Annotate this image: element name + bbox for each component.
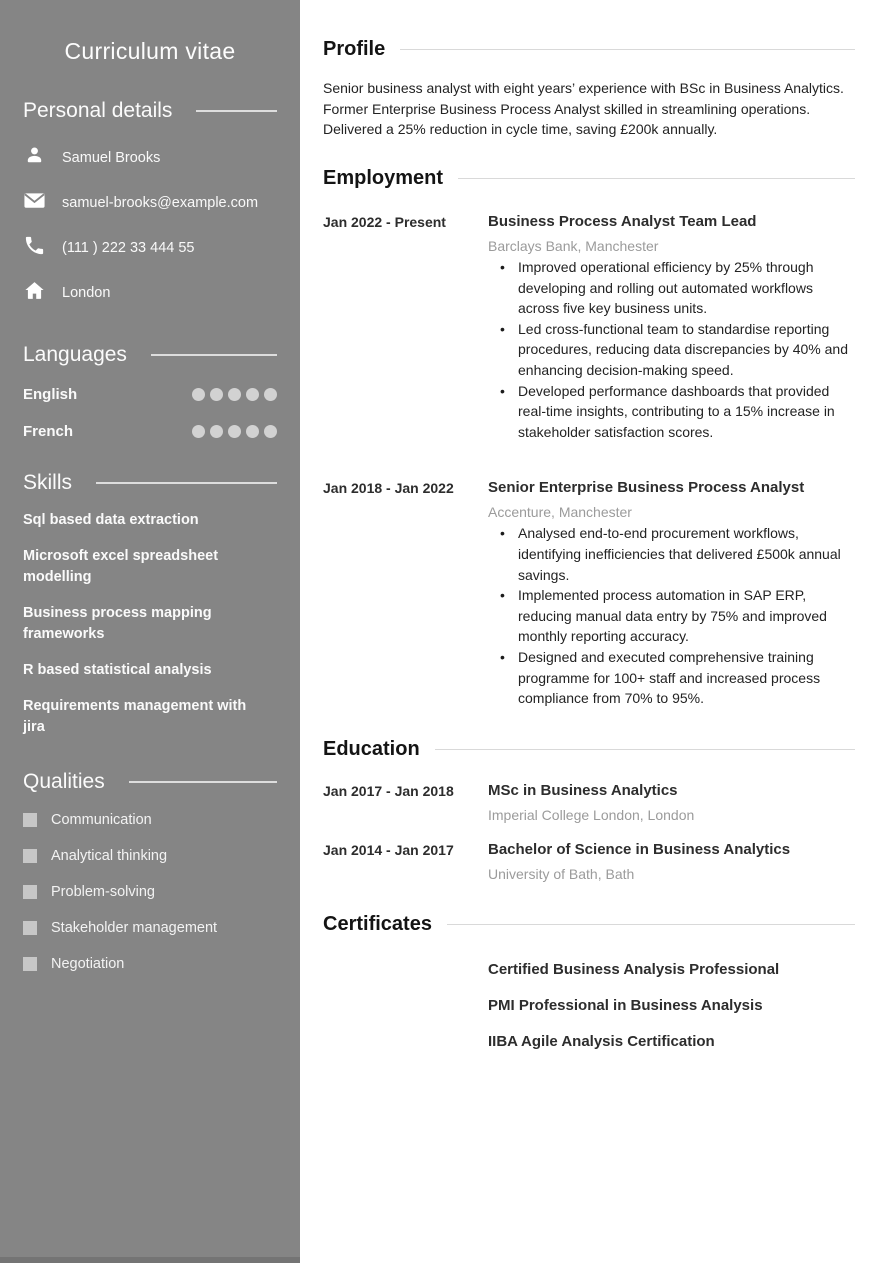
degree-title: MSc in Business Analytics: [488, 781, 678, 799]
skill-item: Business process mapping frameworks: [23, 605, 212, 642]
bullet-dot-icon: •: [500, 587, 505, 604]
job-title: Business Process Analyst Team Lead: [488, 213, 757, 231]
employment-entry: [323, 478, 855, 708]
job-title: Senior Enterprise Business Process Analyst: [488, 479, 805, 497]
personal-details-heading-label: Personal details: [23, 99, 173, 122]
skills-heading: [23, 471, 277, 495]
entry-body: [488, 212, 855, 442]
quality-label: Stakeholder management: [51, 920, 218, 936]
job-bullet: [488, 647, 855, 709]
bullet-dot-icon: •: [500, 525, 505, 542]
contact-list: [23, 135, 277, 315]
rating-dot: [210, 388, 223, 401]
profile-heading-label: Profile: [323, 38, 386, 60]
rating-dot: [192, 425, 205, 438]
language-row-english: [23, 384, 277, 404]
sidebar-heading-rule: [96, 482, 277, 484]
contact-location: London: [62, 284, 111, 301]
cv-main-content: [300, 0, 893, 1263]
entry-body: [488, 478, 855, 708]
job-bullet-text: Led cross-functional team to standardise reporting procedures, reducing data discrepancies by 40% and enhancing decision-making speed.: [518, 320, 848, 379]
job-bullet-text: Designed and executed comprehensive training programme for 100+ staff and increased process compliance from 70% to 95%.: [518, 649, 821, 707]
job-bullet: [488, 523, 855, 585]
certificates-heading-label: Certificates: [323, 912, 432, 935]
contact-row-name: [23, 135, 277, 180]
certificates-heading: [323, 913, 855, 936]
rating-dots: [192, 388, 277, 401]
sidebar-heading-rule: [196, 110, 277, 112]
quality-label: Negotiation: [51, 956, 125, 972]
job-bullet-text: Analysed end-to-end procurement workflows, identifying inefficiencies that delivered £500k annual savings.: [518, 525, 841, 583]
sidebar-heading-rule: [129, 781, 277, 783]
quality-list: [23, 810, 277, 974]
skill-list: [23, 510, 277, 738]
qualities-heading: [23, 770, 277, 794]
rating-dot: [246, 388, 259, 401]
bullet-dot-icon: •: [500, 320, 505, 337]
rating-dots: [192, 425, 277, 438]
school-name: University of Bath, Bath: [488, 865, 635, 882]
main-heading-rule: [447, 924, 855, 925]
quality-row: [23, 810, 277, 830]
rating-dot: [210, 425, 223, 438]
bullet-dot-icon: •: [500, 382, 505, 399]
sidebar: [0, 0, 300, 1263]
contact-row-email: [23, 180, 277, 225]
cv-title: Curriculum vitae: [64, 38, 236, 64]
job-bullet-list: [488, 257, 855, 442]
job-bullet: [488, 319, 855, 381]
entry-dates: Jan 2014 - Jan 2017: [323, 841, 454, 858]
employment-heading: [323, 167, 855, 190]
contact-row-location: [23, 270, 277, 315]
profile-summary: Senior business analyst with eight years’ experience with BSc in Business Analytics. Former Enterprise Business Process Analyst skilled in streamlining operations. Delivered a 25% reduction in cycle time, saving £200k annually.: [323, 80, 844, 138]
languages-heading: [23, 343, 277, 367]
job-bullet-text: Improved operational efficiency by 25% through developing and rolling out automated workflows across five key business units.: [518, 259, 814, 317]
entry-dates: Jan 2022 - Present: [323, 214, 446, 231]
sidebar-bottom-strip: [0, 1257, 300, 1263]
square-bullet-icon: [23, 813, 37, 827]
personal-details-heading: [23, 99, 277, 123]
contact-email: samuel-brooks@example.com: [62, 194, 259, 211]
language-row-french: [23, 421, 277, 441]
square-bullet-icon: [23, 849, 37, 863]
square-bullet-icon: [23, 885, 37, 899]
main-heading-rule: [435, 749, 855, 750]
quality-label: Communication: [51, 812, 152, 828]
certificate-item: PMI Professional in Business Analysis: [488, 996, 763, 1014]
job-bullet: [488, 257, 855, 319]
job-bullet-list: [488, 523, 855, 708]
contact-phone: (111 ) 222 33 444 55: [62, 239, 195, 256]
mail-icon: [23, 189, 46, 217]
education-entry: [323, 840, 855, 883]
person-icon: [23, 144, 46, 172]
quality-label: Problem-solving: [51, 884, 155, 900]
quality-row: [23, 954, 277, 974]
skill-item: R based statistical analysis: [23, 662, 212, 678]
school-name: Imperial College London, London: [488, 806, 695, 823]
job-bullet: [488, 585, 855, 647]
job-bullet-text: Implemented process automation in SAP ERP, reducing manual data entry by 75% and improved monthly reporting accuracy.: [518, 587, 827, 645]
quality-label: Analytical thinking: [51, 848, 168, 864]
language-name: French: [23, 422, 74, 440]
skill-item: Sql based data extraction: [23, 512, 199, 528]
employment-heading-label: Employment: [323, 167, 444, 190]
entry-body: [488, 781, 855, 824]
rating-dot: [264, 425, 277, 438]
languages-heading-label: Languages: [23, 343, 127, 366]
skill-item: Requirements management with jira: [23, 698, 247, 735]
bullet-dot-icon: •: [500, 649, 505, 666]
entry-dates: Jan 2018 - Jan 2022: [323, 480, 454, 497]
job-company: Barclays Bank, Manchester: [488, 238, 659, 255]
language-name: English: [23, 385, 78, 403]
employment-entry: [323, 212, 855, 442]
education-heading: [323, 738, 855, 761]
rating-dot: [228, 388, 241, 401]
sidebar-heading-rule: [151, 354, 277, 356]
main-heading-rule: [400, 49, 855, 50]
qualities-heading-label: Qualities: [23, 770, 105, 793]
square-bullet-icon: [23, 921, 37, 935]
job-bullet-text: Developed performance dashboards that provided real-time insights, contributing to a 15% increase in stakeholder satisfaction scores.: [518, 382, 835, 440]
certificate-item: Certified Business Analysis Professional: [488, 960, 780, 978]
phone-icon: [23, 234, 46, 262]
job-company: Accenture, Manchester: [488, 504, 632, 521]
education-heading-label: Education: [323, 737, 420, 760]
rating-dot: [264, 388, 277, 401]
bullet-dot-icon: •: [500, 259, 505, 276]
square-bullet-icon: [23, 957, 37, 971]
home-icon: [23, 279, 46, 307]
main-heading-rule: [458, 178, 855, 179]
rating-dot: [228, 425, 241, 438]
quality-row: [23, 882, 277, 902]
quality-row: [23, 918, 277, 938]
profile-heading: [323, 38, 855, 61]
degree-title: Bachelor of Science in Business Analytics: [488, 840, 791, 858]
certificate-list: [323, 960, 855, 1052]
contact-row-phone: [23, 225, 277, 270]
contact-name: Samuel Brooks: [62, 149, 161, 166]
entry-dates: Jan 2017 - Jan 2018: [323, 782, 454, 799]
quality-row: [23, 846, 277, 866]
certificate-item: IIBA Agile Analysis Certification: [488, 1032, 715, 1050]
entry-body: [488, 840, 855, 883]
job-bullet: [488, 381, 855, 443]
rating-dot: [246, 425, 259, 438]
skills-heading-label: Skills: [23, 471, 73, 494]
rating-dot: [192, 388, 205, 401]
skill-item: Microsoft excel spreadsheet modelling: [23, 548, 219, 585]
education-entry: [323, 781, 855, 824]
